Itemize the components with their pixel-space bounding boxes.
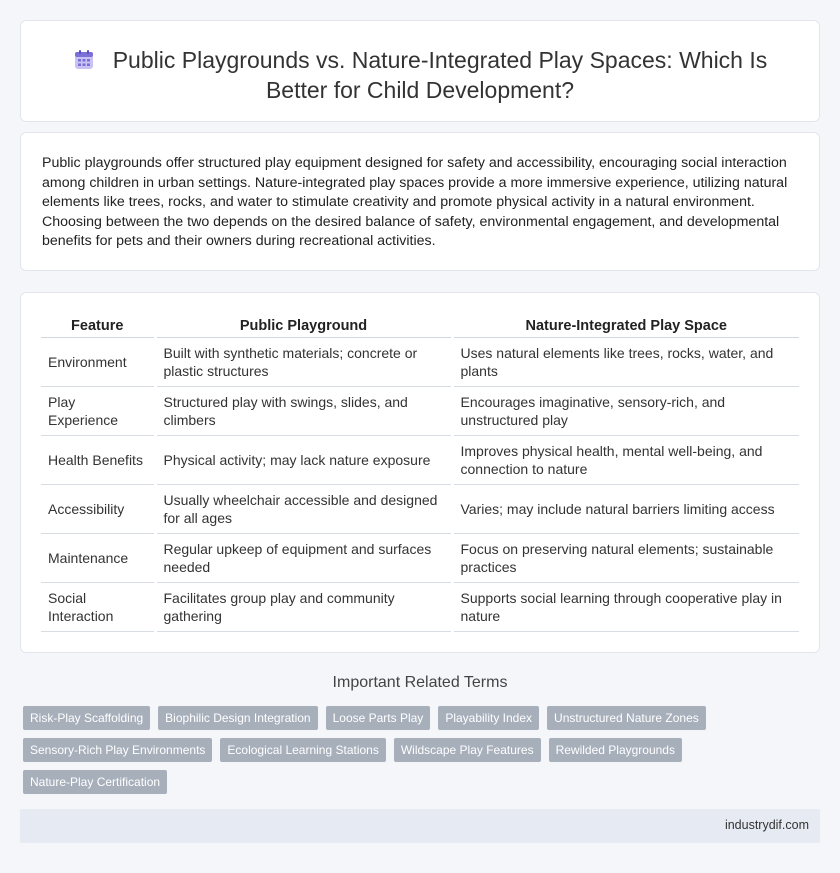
header-public-playground: Public Playground [155, 315, 452, 337]
footer-bar [20, 809, 820, 843]
nature-cell: Uses natural elements like trees, rocks, water, and plants [452, 337, 799, 386]
related-term-tag[interactable]: Playability Index [438, 706, 539, 730]
related-term-tag[interactable]: Biophilic Design Integration [158, 706, 317, 730]
page-title: Public Playgrounds vs. Nature-Integrated Play Spaces: Which Is Better for Child Development? [112, 47, 768, 103]
related-term-tag[interactable]: Loose Parts Play [326, 706, 431, 730]
related-term-tag[interactable]: Unstructured Nature Zones [547, 706, 706, 730]
related-term-tag[interactable]: Nature-Play Certification [23, 770, 167, 794]
title-card [20, 20, 820, 122]
page-title-wrap [21, 45, 819, 105]
public-cell: Regular upkeep of equipment and surfaces needed [155, 533, 452, 582]
related-term-tag[interactable]: Wildscape Play Features [394, 738, 541, 762]
nature-cell: Encourages imaginative, sensory-rich, and unstructured play [452, 386, 799, 435]
nature-cell: Varies; may include natural barriers limiting access [452, 484, 799, 533]
related-term-tag[interactable]: Rewilded Playgrounds [549, 738, 682, 762]
related-terms-title: Important Related Terms [332, 674, 508, 691]
table-row [41, 582, 799, 631]
related-term-tag[interactable]: Risk-Play Scaffolding [23, 706, 150, 730]
feature-cell: Accessibility [41, 484, 155, 533]
public-cell: Facilitates group play and community gathering [155, 582, 452, 631]
intro-card [20, 132, 820, 271]
feature-cell: Social Interaction [41, 582, 155, 631]
comparison-table [41, 315, 799, 632]
feature-cell: Maintenance [41, 533, 155, 582]
public-cell: Usually wheelchair accessible and designed for all ages [155, 484, 452, 533]
public-cell: Structured play with swings, slides, and climbers [155, 386, 452, 435]
table-row [41, 337, 799, 386]
header-nature-integrated: Nature-Integrated Play Space [452, 315, 799, 337]
related-term-tag[interactable]: Ecological Learning Stations [220, 738, 385, 762]
table-row [41, 386, 799, 435]
feature-cell: Health Benefits [41, 435, 155, 484]
table-row [41, 484, 799, 533]
nature-cell: Supports social learning through cooperative play in nature [452, 582, 799, 631]
table-header-row [41, 315, 799, 337]
table-row [41, 435, 799, 484]
nature-cell: Focus on preserving natural elements; sustainable practices [452, 533, 799, 582]
calendar-icon [73, 49, 95, 71]
public-cell: Built with synthetic materials; concrete or plastic structures [155, 337, 452, 386]
public-cell: Physical activity; may lack nature exposure [155, 435, 452, 484]
comparison-card [20, 292, 820, 653]
feature-cell: Environment [41, 337, 155, 386]
related-term-tag[interactable]: Sensory-Rich Play Environments [23, 738, 212, 762]
feature-cell: Play Experience [41, 386, 155, 435]
intro-paragraph: Public playgrounds offer structured play equipment designed for safety and accessibility, encouraging social interaction among children in urban settings. Nature-integrated play spaces provide a more immersive experience, utilizing natural elements like trees, rocks, and water to stimulate creativity and promote physical activity in a natural environment. Choosing between the two depends on the desired balance of safety, environmental engagement, and developmental benefits for pets and their owners during recreational activities. [42, 155, 788, 250]
related-terms-list [23, 706, 713, 794]
footer-site-link[interactable]: industrydif.com [724, 818, 809, 832]
table-row [41, 533, 799, 582]
nature-cell: Improves physical health, mental well-being, and connection to nature [452, 435, 799, 484]
header-feature: Feature [41, 315, 155, 337]
